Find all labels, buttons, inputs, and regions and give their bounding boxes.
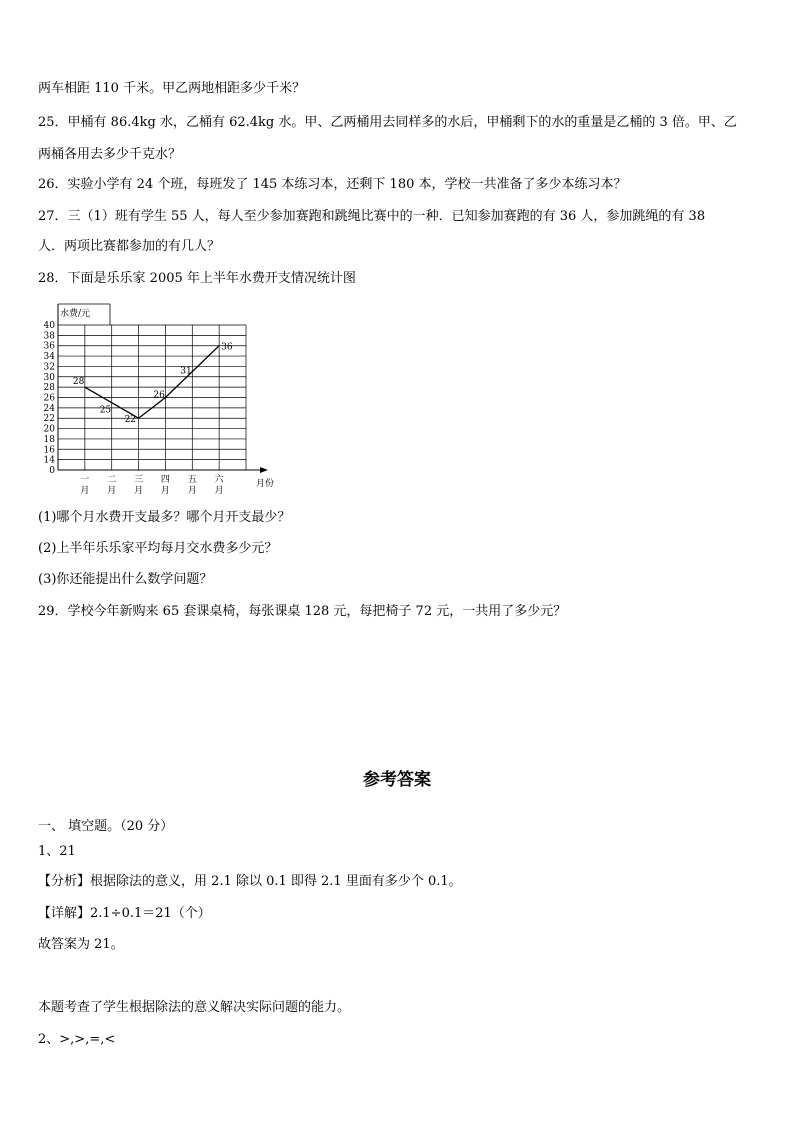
answers-section-heading: 一、 填空题。（20 分） <box>38 819 174 834</box>
answer-2: 2、>,>,=,< <box>38 1032 116 1047</box>
answer-1-analysis: 【分析】根据除法的意义，用 2.1 除以 0.1 即得 2.1 里面有多少个 0.1。 <box>38 874 462 889</box>
data-label: 22 <box>124 415 137 426</box>
sub-question-3: (3)你还能提出什么数学问题？ <box>38 572 213 587</box>
answer-1-comment: 本题考查了学生根据除法的意义解决实际问题的能力。 <box>38 1000 351 1015</box>
y-axis-label: 水费/元 <box>60 309 91 319</box>
question-24-tail: 两车相距 110 千米。甲乙两地相距多少千米？ <box>38 81 306 96</box>
question-25-line1: 25．甲桶有 86.4kg 水，乙桶有 62.4kg 水。甲、乙两桶用去同样多的水后，甲桶剩下的水的重量是乙桶的 3 倍。甲、乙 <box>38 115 737 130</box>
x-axis-arrow <box>260 467 268 473</box>
x-tick-label: 月 <box>214 486 224 496</box>
x-tick-label: 月 <box>80 486 90 496</box>
answer-1: 1、21 <box>38 844 76 859</box>
sub-question-2: (2)上半年乐乐家平均每月交水费多少元？ <box>38 541 278 556</box>
y-tick-label: 16 <box>43 445 55 456</box>
data-label: 25 <box>99 405 112 416</box>
question-27-line2: 人．两项比赛都参加的有几人？ <box>38 239 221 254</box>
y-tick-label: 18 <box>43 434 55 445</box>
y-tick-label: 24 <box>43 403 55 414</box>
y-tick-label: 32 <box>43 362 55 373</box>
data-label: 28 <box>72 377 85 388</box>
question-25-line2: 两桶各用去多少千克水？ <box>38 147 182 162</box>
y-tick-label: 30 <box>43 372 55 383</box>
chart-axes <box>58 304 268 473</box>
x-tick-label: 四 <box>160 475 170 485</box>
y-tick-label: 22 <box>43 414 55 425</box>
answer-1-conclusion: 故答案为 21。 <box>38 937 124 952</box>
x-tick-label: 六 <box>214 475 224 485</box>
x-tick-label: 五 <box>187 475 197 485</box>
question-29: 29．学校今年新购来 65 套课桌椅，每张课桌 128 元，每把椅子 72 元，一共用了多少元？ <box>38 604 567 619</box>
x-tick-label: 三 <box>134 475 144 485</box>
y-tick-label: 40 <box>43 321 55 331</box>
y-tick-label: 20 <box>43 424 55 435</box>
data-label: 31 <box>180 366 192 377</box>
x-tick-label: 一 <box>80 475 90 485</box>
y-tick-label: 28 <box>43 383 55 394</box>
x-tick-label: 月 <box>187 486 197 496</box>
x-tick-label: 月 <box>134 486 144 496</box>
question-26: 26．实验小学有 24 个班，每班发了 145 本练习本，还剩下 180 本，学校一共准备了多少本练习本？ <box>38 177 627 192</box>
y-tick-label: 38 <box>43 331 55 342</box>
x-tick-label: 月 <box>160 486 170 496</box>
question-28: 28．下面是乐乐家 2005 年上半年水费开支情况统计图 <box>38 271 356 286</box>
y-tick-label: 36 <box>43 341 55 352</box>
data-label: 26 <box>153 390 165 401</box>
question-27-line1: 27．三（1）班有学生 55 人，每人至少参加赛跑和跳绳比赛中的一种．已知参加赛跑的有 36 人，参加跳绳的有 38 <box>38 209 706 224</box>
data-label: 36 <box>221 342 233 353</box>
x-axis-label: 月份 <box>256 479 275 489</box>
water-fee-line-chart <box>38 296 288 496</box>
sub-question-1: (1)哪个月水费开支最多？哪个月开支最少？ <box>38 510 291 525</box>
y-tick-label: 34 <box>43 352 55 363</box>
answers-title: 参考答案 <box>363 770 431 790</box>
y-tick-label: 0 <box>49 466 55 476</box>
x-tick-label: 二 <box>107 475 117 485</box>
answer-1-detail: 【详解】2.1÷0.1＝21（个） <box>38 906 211 921</box>
x-tick-label: 月 <box>107 486 117 496</box>
y-tick-label: 26 <box>43 393 55 404</box>
y-tick-label: 14 <box>43 455 55 466</box>
